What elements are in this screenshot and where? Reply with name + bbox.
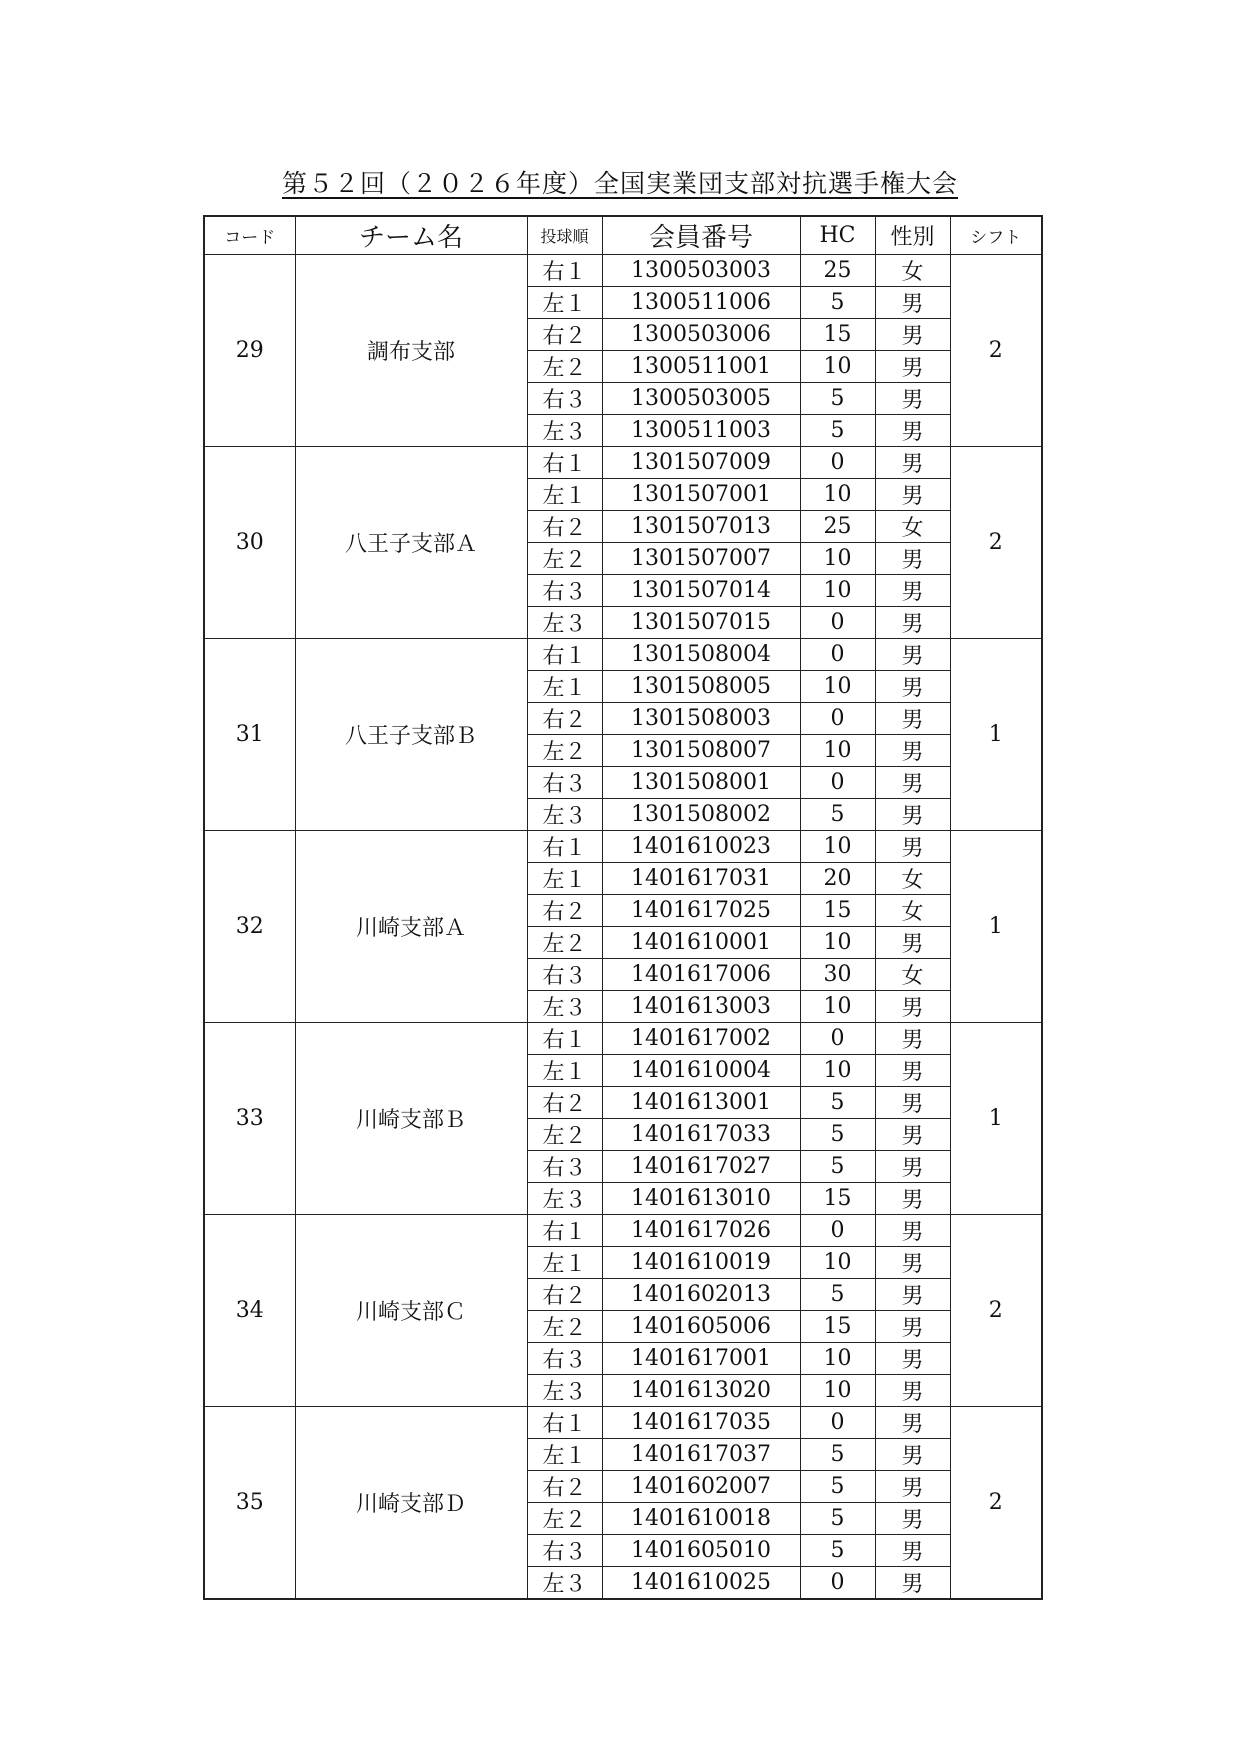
- player-gender: 男: [875, 1247, 950, 1279]
- table-row: [204, 1215, 1042, 1247]
- player-gender: 男: [875, 1343, 950, 1375]
- player-gender: 男: [875, 1407, 950, 1439]
- player-order: 右１: [527, 1023, 602, 1055]
- player-member-number: 1401613010: [602, 1183, 800, 1215]
- player-hc: 5: [800, 1503, 875, 1535]
- table-row: [204, 639, 1042, 671]
- player-order: 右１: [527, 1407, 602, 1439]
- player-gender: 男: [875, 287, 950, 319]
- team-shift: 2: [950, 447, 1042, 639]
- player-order: 右２: [527, 319, 602, 351]
- player-gender: 男: [875, 767, 950, 799]
- player-order: 右３: [527, 383, 602, 415]
- team-name: 川崎支部Ａ: [295, 831, 527, 1023]
- player-hc: 15: [800, 319, 875, 351]
- player-hc: 5: [800, 1151, 875, 1183]
- player-hc: 0: [800, 703, 875, 735]
- player-gender: 男: [875, 1471, 950, 1503]
- team-name: 川崎支部Ｂ: [295, 1023, 527, 1215]
- player-order: 左２: [527, 735, 602, 767]
- player-gender: 男: [875, 383, 950, 415]
- player-member-number: 1300511001: [602, 351, 800, 383]
- player-member-number: 1401602013: [602, 1279, 800, 1311]
- player-order: 左２: [527, 1311, 602, 1343]
- team-name: 川崎支部Ｃ: [295, 1215, 527, 1407]
- table-row: [204, 255, 1042, 287]
- team-shift: 2: [950, 255, 1042, 447]
- player-gender: 男: [875, 1023, 950, 1055]
- player-hc: 0: [800, 767, 875, 799]
- player-gender: 女: [875, 895, 950, 927]
- player-order: 左２: [527, 1119, 602, 1151]
- player-hc: 0: [800, 1023, 875, 1055]
- player-gender: 男: [875, 927, 950, 959]
- player-hc: 5: [800, 1535, 875, 1567]
- header-row: [204, 216, 1042, 255]
- player-member-number: 1401617001: [602, 1343, 800, 1375]
- team-shift: 1: [950, 831, 1042, 1023]
- team-name: 八王子支部Ａ: [295, 447, 527, 639]
- team-code: 29: [204, 255, 295, 447]
- player-hc: 10: [800, 351, 875, 383]
- team-code: 35: [204, 1407, 295, 1600]
- player-gender: 男: [875, 1119, 950, 1151]
- player-order: 右３: [527, 1151, 602, 1183]
- player-hc: 10: [800, 991, 875, 1023]
- player-hc: 25: [800, 255, 875, 287]
- roster-header: [204, 216, 1042, 255]
- player-order: 左３: [527, 1567, 602, 1600]
- player-order: 左１: [527, 863, 602, 895]
- team-code: 30: [204, 447, 295, 639]
- player-order: 左２: [527, 1503, 602, 1535]
- player-order: 右２: [527, 1087, 602, 1119]
- team-code: 32: [204, 831, 295, 1023]
- player-hc: 0: [800, 447, 875, 479]
- player-member-number: 1300511006: [602, 287, 800, 319]
- player-member-number: 1401617027: [602, 1151, 800, 1183]
- team-name: 八王子支部Ｂ: [295, 639, 527, 831]
- player-hc: 10: [800, 1055, 875, 1087]
- player-gender: 男: [875, 639, 950, 671]
- player-gender: 男: [875, 1215, 950, 1247]
- player-order: 右３: [527, 575, 602, 607]
- header-gender: 性別: [875, 216, 950, 255]
- player-order: 左１: [527, 1439, 602, 1471]
- header-shift: シフト: [950, 216, 1042, 255]
- team-shift: 2: [950, 1407, 1042, 1600]
- player-order: 左３: [527, 991, 602, 1023]
- player-gender: 男: [875, 1439, 950, 1471]
- player-member-number: 1301508003: [602, 703, 800, 735]
- player-member-number: 1401613020: [602, 1375, 800, 1407]
- player-member-number: 1401617025: [602, 895, 800, 927]
- player-order: 左１: [527, 479, 602, 511]
- player-order: 右３: [527, 1535, 602, 1567]
- player-hc: 5: [800, 799, 875, 831]
- player-order: 左３: [527, 1375, 602, 1407]
- table-row: [204, 447, 1042, 479]
- player-member-number: 1401617037: [602, 1439, 800, 1471]
- player-hc: 10: [800, 1247, 875, 1279]
- document-title: [0, 164, 1240, 200]
- player-gender: 男: [875, 991, 950, 1023]
- player-member-number: 1301507001: [602, 479, 800, 511]
- team-shift: 1: [950, 1023, 1042, 1215]
- player-gender: 男: [875, 831, 950, 863]
- player-gender: 男: [875, 607, 950, 639]
- player-gender: 男: [875, 1503, 950, 1535]
- player-order: 右２: [527, 1471, 602, 1503]
- player-hc: 5: [800, 1279, 875, 1311]
- player-member-number: 1401610019: [602, 1247, 800, 1279]
- player-order: 右１: [527, 447, 602, 479]
- player-order: 右２: [527, 511, 602, 543]
- player-order: 左２: [527, 543, 602, 575]
- player-order: 右３: [527, 1343, 602, 1375]
- player-order: 右１: [527, 255, 602, 287]
- player-member-number: 1301508001: [602, 767, 800, 799]
- player-order: 左１: [527, 1247, 602, 1279]
- player-order: 右３: [527, 767, 602, 799]
- player-hc: 10: [800, 1343, 875, 1375]
- team-shift: 1: [950, 639, 1042, 831]
- player-member-number: 1300511003: [602, 415, 800, 447]
- player-order: 右３: [527, 959, 602, 991]
- player-member-number: 1301507009: [602, 447, 800, 479]
- player-order: 左３: [527, 1183, 602, 1215]
- player-hc: 5: [800, 415, 875, 447]
- table-row: [204, 1407, 1042, 1439]
- player-hc: 10: [800, 479, 875, 511]
- player-gender: 女: [875, 511, 950, 543]
- player-order: 左３: [527, 607, 602, 639]
- player-gender: 男: [875, 1151, 950, 1183]
- player-hc: 10: [800, 831, 875, 863]
- player-hc: 20: [800, 863, 875, 895]
- player-order: 左３: [527, 799, 602, 831]
- player-hc: 5: [800, 383, 875, 415]
- player-order: 左１: [527, 1055, 602, 1087]
- player-member-number: 1401617006: [602, 959, 800, 991]
- player-gender: 男: [875, 1279, 950, 1311]
- player-hc: 0: [800, 639, 875, 671]
- header-team: チーム名: [295, 216, 527, 255]
- player-order: 右１: [527, 639, 602, 671]
- team-name: 調布支部: [295, 255, 527, 447]
- team-code: 33: [204, 1023, 295, 1215]
- player-gender: 男: [875, 1567, 950, 1600]
- player-member-number: 1401610004: [602, 1055, 800, 1087]
- player-member-number: 1401613003: [602, 991, 800, 1023]
- player-gender: 女: [875, 959, 950, 991]
- player-gender: 女: [875, 255, 950, 287]
- player-hc: 5: [800, 1439, 875, 1471]
- team-shift: 2: [950, 1215, 1042, 1407]
- header-order: 投球順: [527, 216, 602, 255]
- player-gender: 男: [875, 1183, 950, 1215]
- player-gender: 男: [875, 735, 950, 767]
- player-order: 左３: [527, 415, 602, 447]
- player-member-number: 1401617002: [602, 1023, 800, 1055]
- header-hc: HC: [800, 216, 875, 255]
- player-gender: 男: [875, 703, 950, 735]
- player-hc: 15: [800, 895, 875, 927]
- player-gender: 女: [875, 863, 950, 895]
- player-gender: 男: [875, 1311, 950, 1343]
- team-code: 31: [204, 639, 295, 831]
- player-gender: 男: [875, 543, 950, 575]
- roster-table: [203, 215, 1043, 1600]
- player-hc: 10: [800, 543, 875, 575]
- player-member-number: 1401610025: [602, 1567, 800, 1600]
- document-title-text: 第５２回（２０２６年度）全国実業団支部対抗選手権大会: [281, 169, 958, 198]
- player-order: 左２: [527, 351, 602, 383]
- player-member-number: 1301508002: [602, 799, 800, 831]
- player-member-number: 1401605010: [602, 1535, 800, 1567]
- player-order: 右２: [527, 895, 602, 927]
- player-member-number: 1401605006: [602, 1311, 800, 1343]
- player-order: 右１: [527, 831, 602, 863]
- player-gender: 男: [875, 1055, 950, 1087]
- player-gender: 男: [875, 1375, 950, 1407]
- player-member-number: 1401610001: [602, 927, 800, 959]
- player-gender: 男: [875, 319, 950, 351]
- player-gender: 男: [875, 479, 950, 511]
- player-member-number: 1300503006: [602, 319, 800, 351]
- player-order: 左２: [527, 927, 602, 959]
- player-member-number: 1300503003: [602, 255, 800, 287]
- player-hc: 10: [800, 575, 875, 607]
- player-member-number: 1401602007: [602, 1471, 800, 1503]
- player-hc: 10: [800, 671, 875, 703]
- player-hc: 15: [800, 1183, 875, 1215]
- player-member-number: 1401610023: [602, 831, 800, 863]
- player-member-number: 1401610018: [602, 1503, 800, 1535]
- player-member-number: 1301507014: [602, 575, 800, 607]
- player-member-number: 1401617033: [602, 1119, 800, 1151]
- player-hc: 10: [800, 927, 875, 959]
- team-code: 34: [204, 1215, 295, 1407]
- player-gender: 男: [875, 671, 950, 703]
- roster-body: [204, 255, 1042, 1600]
- player-member-number: 1401617026: [602, 1215, 800, 1247]
- player-member-number: 1301507013: [602, 511, 800, 543]
- header-code: コード: [204, 216, 295, 255]
- player-hc: 0: [800, 1215, 875, 1247]
- player-order: 右２: [527, 1279, 602, 1311]
- player-member-number: 1401613001: [602, 1087, 800, 1119]
- player-gender: 男: [875, 1535, 950, 1567]
- player-member-number: 1301508005: [602, 671, 800, 703]
- player-hc: 5: [800, 287, 875, 319]
- player-gender: 男: [875, 1087, 950, 1119]
- player-hc: 0: [800, 607, 875, 639]
- player-gender: 男: [875, 575, 950, 607]
- player-hc: 5: [800, 1471, 875, 1503]
- player-gender: 男: [875, 799, 950, 831]
- player-gender: 男: [875, 447, 950, 479]
- player-member-number: 1301508004: [602, 639, 800, 671]
- player-member-number: 1301507007: [602, 543, 800, 575]
- player-hc: 25: [800, 511, 875, 543]
- table-row: [204, 831, 1042, 863]
- player-hc: 10: [800, 735, 875, 767]
- player-hc: 15: [800, 1311, 875, 1343]
- player-member-number: 1401617035: [602, 1407, 800, 1439]
- player-order: 左１: [527, 287, 602, 319]
- player-hc: 10: [800, 1375, 875, 1407]
- player-member-number: 1301507015: [602, 607, 800, 639]
- player-order: 右２: [527, 703, 602, 735]
- table-row: [204, 1023, 1042, 1055]
- player-hc: 5: [800, 1087, 875, 1119]
- player-order: 左１: [527, 671, 602, 703]
- player-hc: 0: [800, 1407, 875, 1439]
- player-hc: 30: [800, 959, 875, 991]
- player-member-number: 1300503005: [602, 383, 800, 415]
- header-member: 会員番号: [602, 216, 800, 255]
- player-hc: 0: [800, 1567, 875, 1600]
- player-hc: 5: [800, 1119, 875, 1151]
- player-gender: 男: [875, 415, 950, 447]
- player-gender: 男: [875, 351, 950, 383]
- player-member-number: 1401617031: [602, 863, 800, 895]
- player-order: 右１: [527, 1215, 602, 1247]
- team-name: 川崎支部Ｄ: [295, 1407, 527, 1600]
- player-member-number: 1301508007: [602, 735, 800, 767]
